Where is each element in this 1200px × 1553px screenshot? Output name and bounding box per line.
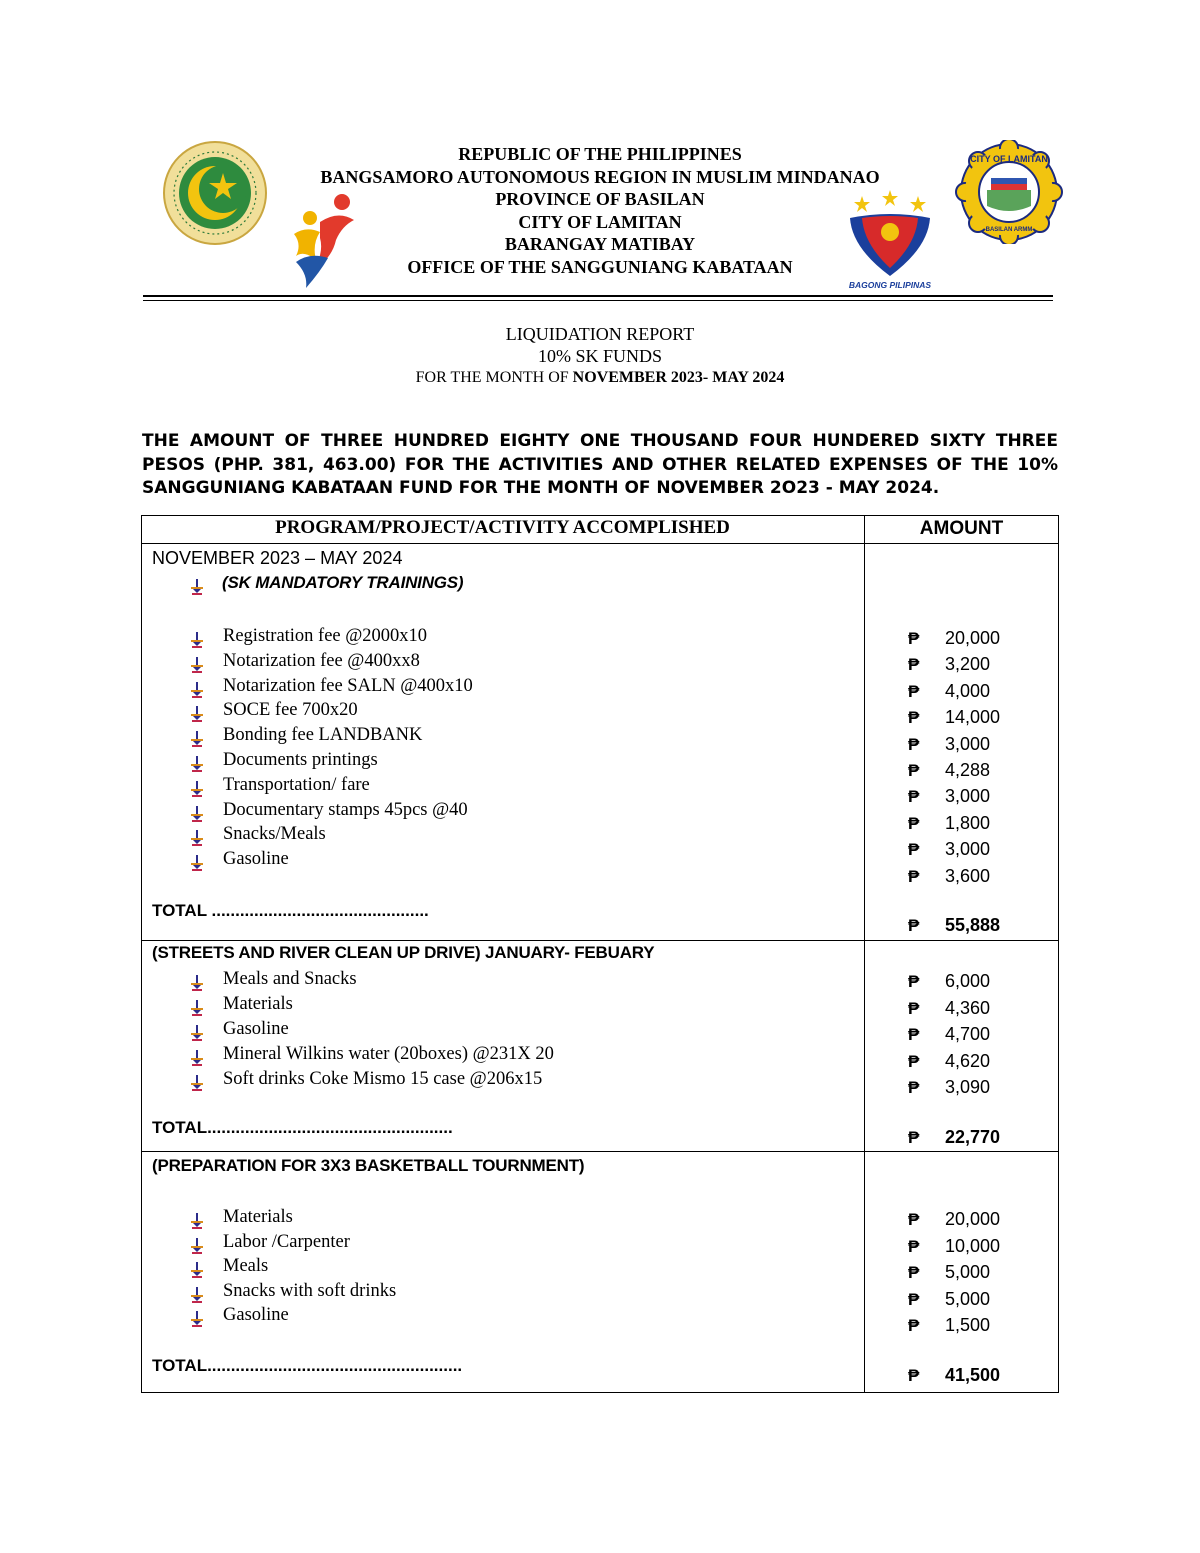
expense-item-label: Labor /Carpenter: [223, 1231, 350, 1252]
expense-item-amount: 6,000: [945, 971, 991, 991]
report-period-prefix: FOR THE MONTH OF: [415, 369, 573, 386]
arrow-bullet-icon: [190, 780, 204, 798]
expense-item-label: SOCE fee 700x20: [223, 700, 358, 721]
peso-sign: ₱: [908, 681, 920, 701]
letterhead-line: BARANGAY MATIBAY: [504, 234, 696, 255]
arrow-bullet-icon: [190, 999, 204, 1017]
expense-item-amount: 20,000: [945, 628, 1001, 648]
expense-item-label: Notarization fee @400xx8: [223, 650, 420, 671]
expense-item-amount: 3,000: [945, 839, 991, 860]
section-total-amount: 41,500: [945, 1365, 1001, 1385]
lamitan-seal-top-text: CITY OF LAMITAN: [970, 154, 1048, 164]
letterhead-line: BANGSAMORO AUTONOMOUS REGION IN MUSLIM MINDANAO: [320, 166, 880, 187]
section-total-amount: 55,888: [945, 915, 1001, 935]
expense-item-amount: 4,288: [945, 760, 991, 780]
report-title: LIQUIDATION REPORT: [505, 324, 695, 344]
peso-sign: ₱: [908, 1236, 920, 1256]
section-total-amount: 22,770: [945, 1127, 1001, 1147]
expense-item-label: Notarization fee SALN @400x10: [223, 675, 473, 696]
expense-item-amount: 4,360: [945, 997, 991, 1018]
peso-sign: ₱: [908, 866, 920, 886]
peso-sign: ₱: [908, 813, 920, 833]
peso-sign: ₱: [908, 1316, 920, 1336]
header-divider: [143, 295, 1053, 297]
expense-item-label: Documentary stamps 45pcs @40: [223, 799, 468, 820]
arrow-bullet-icon: [190, 1212, 204, 1230]
peso-sign: ₱: [908, 840, 920, 860]
period-label: NOVEMBER 2023 – MAY 2024: [152, 548, 403, 568]
letterhead-line: OFFICE OF THE SANGGUNIANG KABATAAN: [407, 256, 793, 277]
column-header-program: PROGRAM/PROJECT/ACTIVITY ACCOMPLISHED: [275, 517, 730, 538]
peso-sign: ₱: [908, 1128, 920, 1147]
report-subtitle: 10% SK FUNDS: [537, 346, 663, 366]
section-total-label: TOTAL ..............................................: [152, 901, 429, 920]
section-total-label: TOTAL......................................................: [152, 1356, 463, 1375]
arrow-bullet-icon: [190, 1286, 204, 1304]
peso-sign: ₱: [908, 1289, 920, 1309]
expense-item-label: Gasoline: [223, 1019, 289, 1039]
arrow-bullet-icon: [190, 1237, 204, 1255]
bagong-pilipinas-text: BAGONG PILIPINAS: [848, 280, 932, 290]
lamitan-seal-bottom-text: BASILAN ARMM: [985, 227, 1033, 233]
peso-sign: ₱: [908, 916, 920, 935]
expense-item-label: Documents printings: [223, 750, 378, 770]
expense-item-amount: 1,800: [945, 812, 991, 833]
expense-item-amount: 10,000: [945, 1235, 1001, 1256]
table-row-divider: [141, 1151, 1059, 1152]
arrow-bullet-icon: [190, 631, 204, 649]
peso-sign: ₱: [908, 998, 920, 1018]
arrow-bullet-icon: [190, 656, 204, 674]
expense-item-amount: 3,000: [945, 733, 991, 754]
letterhead: [250, 143, 950, 279]
arrow-bullet-icon: [190, 681, 204, 699]
expense-item-label: Transportation/ fare: [223, 774, 370, 795]
expense-item-label: Gasoline: [223, 849, 289, 870]
column-header-amount: AMOUNT: [919, 518, 1004, 539]
expense-item-label: Snacks/Meals: [223, 824, 326, 845]
header-divider-thin: [143, 300, 1053, 301]
peso-sign: ₱: [908, 787, 920, 807]
expense-item-label: Snacks with soft drinks: [223, 1280, 397, 1301]
peso-sign: ₱: [908, 1263, 920, 1283]
expense-item-label: Materials: [223, 1207, 293, 1227]
peso-sign: ₱: [908, 1051, 920, 1071]
statement-line: PESOS (PHP. 381, 463.00) FOR THE ACTIVITIES AND OTHER RELATED EXPENSES OF THE 10%: [142, 454, 1058, 475]
expense-item-label: Materials: [223, 994, 293, 1014]
table-header-divider: [141, 543, 1059, 544]
expense-item-label: Meals and Snacks: [223, 969, 357, 989]
arrow-bullet-icon: [190, 1261, 204, 1279]
expense-item-amount: 3,600: [945, 865, 991, 886]
statement-paragraph: [142, 430, 1058, 501]
expense-item-amount: 5,000: [945, 1288, 991, 1309]
peso-sign: ₱: [908, 1366, 920, 1385]
arrow-bullet-icon: [190, 1074, 204, 1092]
arrow-bullet-icon: [190, 974, 204, 992]
section-title: (STREETS AND RIVER CLEAN UP DRIVE) JANUARY- FEBUARY: [152, 943, 655, 962]
expense-item-label: Meals: [223, 1256, 269, 1277]
arrow-bullet-icon: [190, 1310, 204, 1328]
arrow-bullet-icon: [190, 805, 204, 823]
expense-item-amount: 4,620: [945, 1050, 991, 1071]
peso-sign: ₱: [908, 629, 920, 648]
section-title: (SK MANDATORY TRAININGS): [222, 573, 464, 592]
expense-item-label: Mineral Wilkins water (20boxes) @231X 20: [223, 1044, 554, 1064]
expense-item-amount: 14,000: [945, 707, 1001, 728]
arrow-bullet-icon: [190, 829, 204, 847]
city-of-lamitan-seal-icon: [953, 140, 1065, 244]
peso-sign: ₱: [908, 1025, 920, 1045]
peso-sign: ₱: [908, 734, 920, 754]
peso-sign: ₱: [908, 761, 920, 780]
report-period-line: [250, 367, 950, 389]
expense-item-label: Gasoline: [223, 1305, 289, 1326]
peso-sign: ₱: [908, 708, 920, 728]
letterhead-line: PROVINCE OF BASILAN: [495, 189, 705, 210]
statement-line: SANGGUNIANG KABATAAN FUND FOR THE MONTH OF NOVEMBER 2O23 - MAY 2024.: [142, 478, 940, 498]
section-title: (PREPARATION FOR 3X3 BASKETBALL TOURNMENT): [152, 1156, 585, 1175]
expense-item-amount: 3,000: [945, 786, 991, 807]
peso-sign: ₱: [908, 1078, 920, 1098]
expense-item-amount: 3,200: [945, 654, 991, 675]
peso-sign: ₱: [908, 655, 920, 675]
expense-item-label: Soft drinks Coke Mismo 15 case @206x15: [223, 1069, 543, 1089]
table-row-divider: [141, 940, 1059, 941]
expense-item-amount: 5,000: [945, 1262, 991, 1283]
report-period: NOVEMBER 2023- MAY 2024: [572, 369, 785, 386]
section-total-label: TOTAL....................................................: [152, 1118, 453, 1137]
arrow-bullet-icon: [190, 1024, 204, 1042]
peso-sign: ₱: [908, 1210, 920, 1229]
arrow-bullet-icon: [190, 755, 204, 773]
expense-item-label: Bonding fee LANDBANK: [223, 725, 423, 746]
arrow-bullet-icon: [190, 578, 204, 596]
expense-item-amount: 4,700: [945, 1024, 991, 1045]
arrow-bullet-icon: [190, 705, 204, 723]
peso-sign: ₱: [908, 972, 920, 991]
report-title-block: [250, 323, 950, 389]
letterhead-line: REPUBLIC OF THE PHILIPPINES: [458, 144, 742, 164]
table-column-divider: [864, 515, 865, 1393]
expense-item-label: Registration fee @2000x10: [223, 626, 428, 646]
arrow-bullet-icon: [190, 854, 204, 872]
letterhead-line: CITY OF LAMITAN: [518, 211, 682, 232]
expense-item-amount: 4,000: [945, 680, 991, 701]
expense-item-amount: 3,090: [945, 1077, 991, 1098]
statement-line: THE AMOUNT OF THREE HUNDRED EIGHTY ONE THOUSAND FOUR HUNDERED SIXTY THREE: [142, 431, 1058, 451]
arrow-bullet-icon: [190, 1049, 204, 1067]
arrow-bullet-icon: [190, 730, 204, 748]
expense-item-amount: 1,500: [945, 1315, 991, 1336]
expense-item-amount: 20,000: [945, 1209, 1001, 1229]
